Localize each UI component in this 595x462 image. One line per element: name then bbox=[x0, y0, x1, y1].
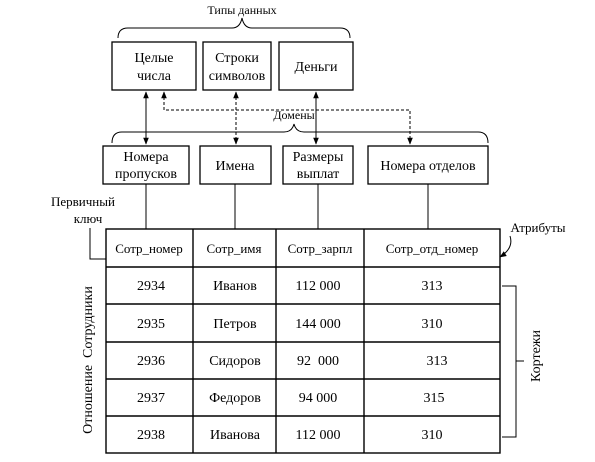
table-cell: 2934 bbox=[137, 279, 165, 294]
domains-label: Домены bbox=[273, 108, 315, 122]
table-cell: 2936 bbox=[137, 354, 165, 369]
table-cell: 313 bbox=[421, 279, 443, 294]
attributes-label: Атрибуты bbox=[510, 220, 566, 235]
domain-box-pass-numbers bbox=[103, 146, 189, 184]
domain-box-payments bbox=[283, 146, 353, 184]
data-type-money-label: Деньги bbox=[294, 60, 338, 75]
domain-pass-numbers-line2: пропусков bbox=[115, 167, 177, 182]
table-cell: Петров bbox=[213, 317, 257, 332]
relation-label: Отношение Сотрудники bbox=[81, 286, 96, 434]
domain-box-names bbox=[200, 146, 271, 184]
column-header-emp-name: Сотр_имя bbox=[206, 241, 262, 256]
domains-brace bbox=[112, 124, 488, 143]
data-type-strings-line2: символов bbox=[208, 69, 266, 84]
table-cell: 112 000 bbox=[295, 279, 341, 294]
data-type-box-strings bbox=[203, 42, 271, 90]
table-cell: Федоров bbox=[209, 391, 261, 406]
table-cell: 92 000 bbox=[297, 354, 339, 369]
table-cell: 2938 bbox=[137, 428, 165, 443]
data-types-label: Типы данных bbox=[207, 3, 277, 17]
data-type-box-money bbox=[279, 42, 353, 90]
table-cell: 2937 bbox=[137, 391, 165, 406]
table-cell: Сидоров bbox=[209, 354, 261, 369]
table-cell: 144 000 bbox=[295, 317, 341, 332]
table-cell: 310 bbox=[421, 317, 443, 332]
table-cell: 112 000 bbox=[295, 428, 341, 443]
table-cell: Иванова bbox=[210, 428, 260, 443]
table-cell: 310 bbox=[421, 428, 443, 443]
relation-table bbox=[106, 229, 500, 453]
primary-key-label-line1: Первичный bbox=[51, 194, 115, 209]
domain-box-departments bbox=[368, 146, 488, 184]
data-types-brace bbox=[118, 18, 350, 38]
tuples-brace bbox=[502, 286, 524, 437]
tuples-label: Кортежи bbox=[529, 330, 544, 382]
column-header-emp-department: Сотр_отд_номер bbox=[385, 241, 479, 256]
attributes-pointer bbox=[500, 236, 511, 257]
primary-key-label-line2: ключ bbox=[73, 211, 103, 226]
table-cell: 315 bbox=[423, 391, 445, 406]
data-type-integers-line2: числа bbox=[137, 69, 171, 84]
column-header-emp-salary: Сотр_зарпл bbox=[287, 241, 353, 256]
domain-payments-line2: выплат bbox=[296, 167, 340, 182]
table-cell: 2935 bbox=[137, 317, 165, 332]
table-cell: 313 bbox=[426, 354, 448, 369]
domain-pass-numbers-line1: Номера bbox=[123, 150, 169, 165]
data-type-box-integers bbox=[112, 42, 196, 90]
data-type-strings-line1: Строки bbox=[215, 51, 259, 66]
data-type-integers-line1: Целые bbox=[134, 51, 174, 66]
table-cell: Иванов bbox=[213, 279, 257, 294]
primary-key-pointer bbox=[90, 228, 106, 259]
column-header-emp-number: Сотр_номер bbox=[115, 241, 183, 256]
table-cell: 94 000 bbox=[298, 391, 338, 406]
domain-names-label: Имена bbox=[215, 159, 255, 174]
domain-payments-line1: Размеры bbox=[292, 150, 344, 165]
domain-departments-label: Номера отделов bbox=[380, 159, 476, 174]
